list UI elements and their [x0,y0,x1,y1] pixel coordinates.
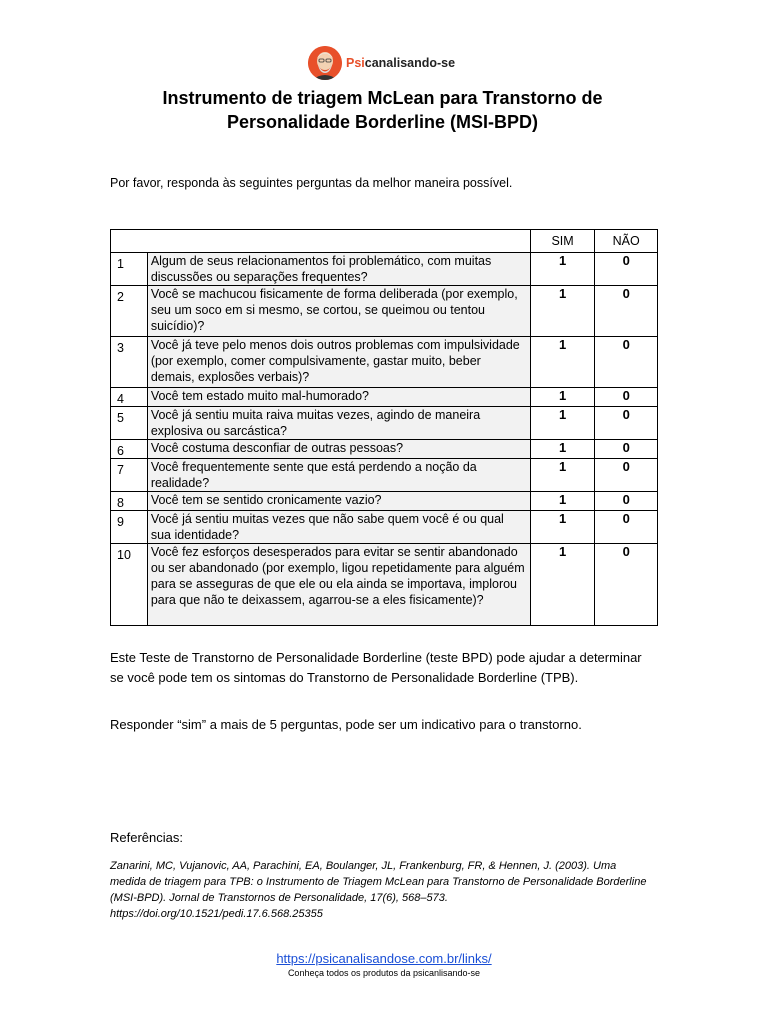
answer-nao-score: 0 [595,337,658,388]
brand-name [346,56,455,70]
answer-sim-score: 1 [530,286,595,337]
answer-sim-score: 1 [530,459,595,492]
reference-citation: Zanarini, MC, Vujanovic, AA, Parachini, EA, Boulanger, JL, Frankenburg, FR, & Hennen, J. (2003). Uma medida de triagem para TPB: o Instrumento de Triagem McLean para Transtorno de Personalidade Borderline (MSI-BPD). Jornal de Transtornos de Personalidade, 17(6), 568–573. https://doi.org/10.1521/pedi.17.6.568.25355 [110,860,647,920]
question-text: Você costuma desconfiar de outras pessoas? [147,440,530,459]
answer-nao-score: 0 [595,388,658,407]
question-row [111,544,658,626]
header-nao: NÃO [595,230,658,253]
question-text: Algum de seus relacionamentos foi problemático, com muitas discussões ou separações frequentes? [147,253,530,286]
answer-sim-score: 1 [530,492,595,511]
answer-sim-score: 1 [530,253,595,286]
answer-nao-score: 0 [595,459,658,492]
question-text: Você frequentemente sente que está perdendo a noção da realidade? [147,459,530,492]
table-header-row [111,230,658,253]
question-number: 7 [111,459,148,492]
header-sim: SIM [530,230,595,253]
question-text: Você tem estado muito mal-humorado? [147,388,530,407]
brand-name-part1: Psi [346,56,365,70]
question-row [111,407,658,440]
answer-sim-score: 1 [530,337,595,388]
question-text: Você já sentiu muita raiva muitas vezes, agindo de maneira explosiva ou sarcástica? [147,407,530,440]
answer-nao-score: 0 [595,511,658,544]
freud-portrait-icon [308,46,342,80]
answer-nao-score: 0 [595,286,658,337]
answer-sim-score: 1 [530,511,595,544]
question-number: 1 [111,253,148,286]
question-row [111,440,658,459]
question-text: Você já sentiu muitas vezes que não sabe quem você é ou qual sua identidade? [147,511,530,544]
footer-link[interactable]: https://psicanalisandose.com.br/links/ [276,951,492,966]
question-number: 9 [111,511,148,544]
question-row [111,459,658,492]
brand-logo [308,45,455,81]
question-row [111,388,658,407]
explanation-paragraph: Este Teste de Transtorno de Personalidade Borderline (teste BPD) pode ajudar a determinar se você pode tem os sintomas do Transtorno de Personalidade Borderline (TPB). [110,650,642,685]
question-row [111,492,658,511]
answer-nao-score: 0 [595,492,658,511]
question-number: 2 [111,286,148,337]
answer-nao-score: 0 [595,253,658,286]
answer-sim-score: 1 [530,407,595,440]
answer-nao-score: 0 [595,544,658,626]
question-row [111,337,658,388]
references-title: Referências: [110,830,183,845]
question-text: Você já teve pelo menos dois outros problemas com impulsividade (por exemplo, comer compulsivamente, gastar muito, beber demais, explosões verbais)? [147,337,530,388]
questionnaire-table [110,229,658,626]
question-number: 5 [111,407,148,440]
threshold-paragraph: Responder “sim” a mais de 5 perguntas, pode ser um indicativo para o transtorno. [110,717,582,732]
question-text: Você tem se sentido cronicamente vazio? [147,492,530,511]
question-row [111,286,658,337]
page-title: Instrumento de triagem McLean para Transtorno de Personalidade Borderline (MSI-BPD) [162,88,603,132]
question-number: 10 [111,544,148,626]
footer-note: Conheça todos os produtos da psicanlisando-se [287,968,481,978]
answer-nao-score: 0 [595,407,658,440]
question-number: 3 [111,337,148,388]
question-row [111,253,658,286]
intro-text: Por favor, responda às seguintes perguntas da melhor maneira possível. [110,176,513,190]
answer-sim-score: 1 [530,440,595,459]
brand-name-part2: canalisando-se [364,56,456,70]
question-number: 4 [111,388,148,407]
question-number: 8 [111,492,148,511]
question-text: Você se machucou fisicamente de forma deliberada (por exemplo, seu um soco em si mesmo, se cortou, se queimou ou tentou suicídio)? [147,286,530,337]
question-number: 6 [111,440,148,459]
answer-nao-score: 0 [595,440,658,459]
question-text: Você fez esforços desesperados para evitar se sentir abandonado ou ser abandonado (por exemplo, ligou repetidamente para alguém para se asseguras de que ele ou ela ainda se importava, implorou para que não te deixassem, agarrou-se a eles fisicamente)? [147,544,530,626]
answer-sim-score: 1 [530,388,595,407]
question-row [111,511,658,544]
answer-sim-score: 1 [530,544,595,626]
